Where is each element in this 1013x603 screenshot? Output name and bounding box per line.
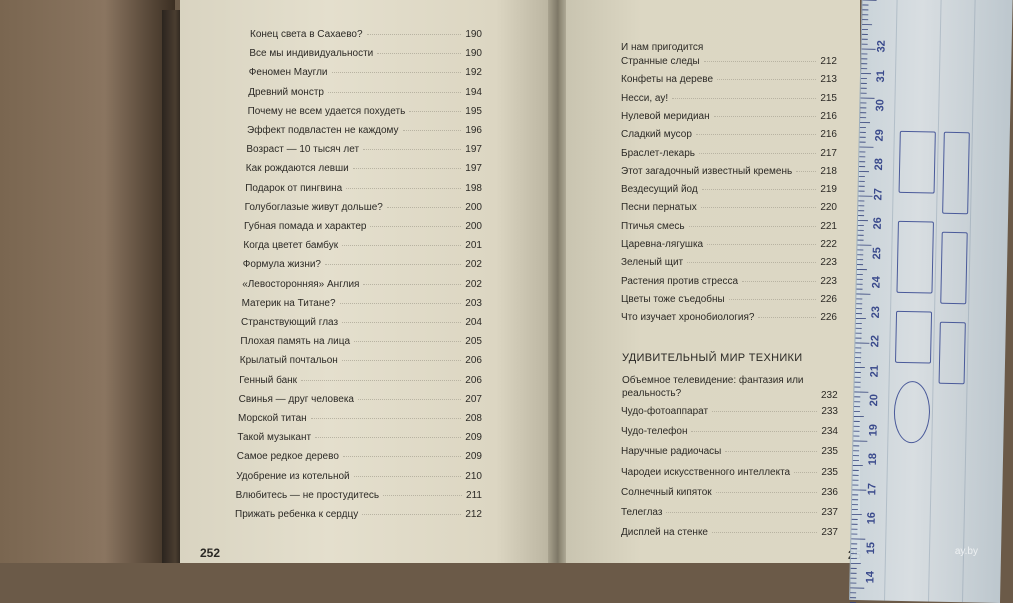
- toc-entry-page: 220: [820, 202, 837, 213]
- toc-entry-title: Генный банк: [239, 375, 297, 386]
- toc-dot-leader: [362, 513, 461, 515]
- toc-entry-page: 217: [820, 148, 837, 159]
- toc-entry: [248, 106, 482, 117]
- toc-dot-leader: [725, 450, 817, 452]
- left-page-number: 252: [200, 546, 220, 560]
- toc-entry: [237, 432, 482, 443]
- toc-dot-leader: [689, 225, 817, 227]
- toc-entry-page: 237: [821, 507, 838, 518]
- toc-dot-leader: [315, 436, 461, 438]
- toc-dot-leader: [696, 133, 816, 135]
- toc-entry-title: Телеглаз: [621, 507, 662, 518]
- toc-entry: [621, 129, 837, 140]
- toc-entry-page: 218: [820, 166, 837, 177]
- toc-entry: [240, 336, 482, 347]
- toc-entry: [621, 56, 837, 67]
- toc-entry-title: Вездесущий йод: [621, 184, 698, 195]
- ruler-number: 15: [865, 541, 877, 553]
- toc-dot-leader: [691, 430, 817, 432]
- section-first-line1: Объемное телевидение: фантазия или: [622, 374, 822, 387]
- toc-entry-page: 190: [465, 48, 482, 59]
- toc-dot-leader: [729, 298, 817, 300]
- toc-dot-leader: [363, 148, 461, 150]
- toc-entry-title: Все мы индивидуальности: [249, 48, 373, 59]
- formula-box: [899, 131, 936, 194]
- toc-entry-title: Птичья смесь: [621, 221, 685, 232]
- toc-entry: [621, 487, 838, 498]
- toc-entry-title: Чудо-телефон: [621, 426, 687, 437]
- toc-entry-page: 216: [820, 111, 837, 122]
- toc-entry-title: Голубоглазые живут дольше?: [245, 202, 383, 213]
- toc-entry-title: Губная помада и характер: [244, 221, 366, 232]
- toc-entry: [246, 144, 482, 155]
- toc-entry-title: Браслет-лекарь: [621, 148, 695, 159]
- toc-dot-leader: [707, 243, 816, 245]
- ruler-number: 31: [875, 70, 887, 82]
- toc-entry-page: 235: [821, 467, 838, 478]
- toc-continuation-line: И нам пригодится: [621, 41, 703, 54]
- toc-entry: [621, 74, 837, 85]
- toc-entry: [249, 67, 482, 78]
- ruler-number: 21: [869, 364, 881, 376]
- toc-dot-leader: [342, 359, 461, 361]
- toc-entry-page: 237: [821, 527, 838, 538]
- toc-entry-title: Дисплей на стенке: [621, 527, 708, 538]
- ruler-number: 16: [866, 512, 878, 524]
- toc-dot-leader: [672, 97, 816, 99]
- toc-entry: [621, 426, 838, 437]
- ruler-number: 17: [866, 482, 878, 494]
- toc-entry-page: 204: [465, 317, 482, 328]
- toc-entry-title: Возраст — 10 тысяч лет: [246, 144, 359, 155]
- watermark: ay.by: [955, 546, 978, 557]
- toc-entry: [243, 240, 482, 251]
- toc-entry-title: Древний монстр: [248, 87, 324, 98]
- toc-entry: [621, 257, 837, 268]
- toc-dot-leader: [370, 225, 461, 227]
- toc-entry-page: 197: [465, 163, 482, 174]
- toc-entry: [238, 413, 482, 424]
- toc-entry-page: 194: [465, 87, 482, 98]
- formula-box: [939, 322, 966, 385]
- ruler-number: 22: [869, 335, 881, 347]
- ruler-number: 32: [875, 40, 887, 52]
- toc-entry-title: Чародеи искусственного интеллекта: [621, 467, 790, 478]
- toc-dot-leader: [367, 33, 462, 35]
- ruler-number: 30: [874, 99, 886, 111]
- toc-entry: [621, 446, 838, 457]
- toc-entry: [237, 451, 482, 462]
- toc-entry-page: 200: [465, 202, 482, 213]
- ruler-number: 27: [872, 188, 884, 200]
- toc-entry-title: Солнечный кипяток: [621, 487, 712, 498]
- toc-entry-page: 222: [820, 239, 837, 250]
- toc-entry-title: Что изучает хронобиология?: [621, 312, 754, 323]
- toc-entry: [621, 527, 838, 538]
- toc-dot-leader: [702, 188, 817, 190]
- toc-dot-leader: [796, 170, 816, 172]
- toc-entry-page: 206: [465, 355, 482, 366]
- toc-entry: [621, 148, 837, 159]
- toc-entry-page: 201: [465, 240, 482, 251]
- toc-entry-title: Когда цветет бамбук: [243, 240, 338, 251]
- toc-entry-page: 216: [820, 129, 837, 140]
- table-background: [0, 0, 175, 563]
- ruler-number: 18: [867, 453, 879, 465]
- toc-dot-leader: [714, 115, 817, 117]
- toc-entry-title: Странствующий глаз: [241, 317, 338, 328]
- toc-dot-leader: [742, 280, 816, 282]
- toc-dot-leader: [794, 471, 817, 473]
- toc-entry: [621, 406, 838, 417]
- toc-entry-page: 209: [465, 432, 482, 443]
- toc-entry: [621, 507, 838, 518]
- toc-entry: [621, 221, 837, 232]
- toc-entry-title: Эффект подвластен не каждому: [247, 125, 399, 136]
- toc-entry: [621, 312, 837, 323]
- toc-entry-title: Цветы тоже съедобны: [621, 294, 725, 305]
- toc-entry: [241, 317, 482, 328]
- toc-entry: [621, 294, 837, 305]
- toc-entry-title: Зеленый щит: [621, 257, 683, 268]
- toc-entry: [621, 166, 837, 177]
- toc-entry-page: 215: [820, 93, 837, 104]
- toc-dot-leader: [354, 475, 462, 477]
- toc-entry-page: 196: [465, 125, 482, 136]
- toc-entry: [621, 184, 837, 195]
- toc-dot-leader: [758, 316, 816, 318]
- toc-entry: [247, 125, 482, 136]
- toc-entry-page: 219: [820, 184, 837, 195]
- toc-dot-leader: [363, 283, 461, 285]
- toc-entry-page: 236: [821, 487, 838, 498]
- toc-dot-leader: [342, 244, 461, 246]
- toc-entry-page: 209: [465, 451, 482, 462]
- toc-entry: [621, 276, 837, 287]
- toc-dot-leader: [717, 78, 816, 80]
- toc-entry: [621, 93, 837, 104]
- toc-dot-leader: [358, 398, 461, 400]
- toc-entry-page: 233: [821, 406, 838, 417]
- toc-dot-leader: [701, 206, 817, 208]
- toc-entry: [621, 111, 837, 122]
- toc-entry-page: 211: [466, 490, 482, 501]
- toc-entry-page: 202: [465, 279, 482, 290]
- formula-circle: [893, 381, 930, 444]
- toc-entry-title: Сладкий мусор: [621, 129, 692, 140]
- toc-entry-page: 212: [465, 509, 482, 520]
- toc-dot-leader: [666, 511, 817, 513]
- toc-dot-leader: [343, 455, 461, 457]
- toc-dot-leader: [409, 110, 461, 112]
- toc-entry-page: 226: [820, 294, 837, 305]
- toc-entry: [244, 221, 482, 232]
- toc-entry-title: Самое редкое дерево: [237, 451, 339, 462]
- toc-entry-page: 235: [821, 446, 838, 457]
- ruler-number: 23: [870, 305, 882, 317]
- toc-entry-page: 212: [820, 56, 837, 67]
- toc-entry: [236, 471, 482, 482]
- toc-entry-title: Конец света в Сахаево?: [250, 29, 363, 40]
- formula-box: [896, 221, 933, 294]
- toc-dot-leader: [699, 152, 816, 154]
- toc-dot-leader: [325, 263, 461, 265]
- toc-entry-page: 206: [465, 375, 482, 386]
- toc-entry-title: Феномен Маугли: [249, 67, 328, 78]
- toc-entry-title: «Левосторонняя» Англия: [242, 279, 359, 290]
- toc-entry-page: 203: [465, 298, 482, 309]
- toc-entry-page: 202: [465, 259, 482, 270]
- section-first-entry: [622, 374, 822, 400]
- toc-entry: [246, 163, 482, 174]
- section-first-line2: реальность?: [622, 387, 822, 400]
- toc-entry: [240, 355, 482, 366]
- toc-dot-leader: [340, 302, 462, 304]
- toc-entry: [239, 394, 482, 405]
- toc-entry-page: 207: [465, 394, 482, 405]
- toc-entry-page: 210: [465, 471, 482, 482]
- toc-entry: [621, 467, 838, 478]
- toc-entry-title: Как рождаются левши: [246, 163, 349, 174]
- toc-dot-leader: [383, 494, 462, 496]
- toc-dot-leader: [332, 71, 462, 73]
- toc-entry-title: Конфеты на дереве: [621, 74, 713, 85]
- toc-entry: [239, 375, 482, 386]
- toc-entry-page: 213: [820, 74, 837, 85]
- toc-entry: [235, 509, 482, 520]
- toc-entry-title: Песни пернатых: [621, 202, 697, 213]
- ruler-number: 29: [874, 129, 886, 141]
- formula-box: [940, 232, 968, 305]
- toc-entry-title: Удобрение из котельной: [236, 471, 349, 482]
- toc-entry-page: 198: [465, 183, 482, 194]
- toc-dot-leader: [387, 206, 461, 208]
- toc-entry-page: 200: [465, 221, 482, 232]
- toc-entry-page: 223: [820, 257, 837, 268]
- toc-entry-page: 192: [465, 67, 482, 78]
- toc-entry-title: Морской титан: [238, 413, 307, 424]
- toc-entry-page: 205: [465, 336, 482, 347]
- toc-dot-leader: [716, 491, 818, 493]
- ruler-number: 28: [873, 158, 885, 170]
- formula-box: [942, 132, 970, 215]
- toc-entry-title: Нулевой меридиан: [621, 111, 710, 122]
- toc-entry-page: 234: [821, 426, 838, 437]
- toc-entry-title: Царевна-лягушка: [621, 239, 703, 250]
- section-heading: УДИВИТЕЛЬНЫЙ МИР ТЕХНИКИ: [622, 352, 802, 364]
- toc-entry-title: Наручные радиочасы: [621, 446, 721, 457]
- toc-entry-page: 190: [465, 29, 482, 40]
- toc-dot-leader: [377, 52, 461, 54]
- section-first-page: 232: [821, 389, 838, 402]
- ruler: [849, 0, 1013, 603]
- toc-entry-page: 195: [465, 106, 482, 117]
- toc-entry: [250, 29, 482, 40]
- toc-entry: [236, 490, 482, 501]
- toc-entry: [621, 239, 837, 250]
- toc-entry-page: 221: [820, 221, 837, 232]
- toc-dot-leader: [353, 167, 462, 169]
- toc-dot-leader: [342, 321, 461, 323]
- toc-entry: [242, 279, 482, 290]
- toc-entry-title: Формула жизни?: [243, 259, 321, 270]
- toc-entry: [245, 202, 482, 213]
- toc-entry-title: Прижать ребенка к сердцу: [235, 509, 358, 520]
- ruler-number: 14: [864, 571, 876, 583]
- toc-entry-title: Почему не всем удается похудеть: [248, 106, 406, 117]
- toc-dot-leader: [311, 417, 462, 419]
- toc-dot-leader: [712, 531, 817, 533]
- toc-entry-title: Крылатый почтальон: [240, 355, 338, 366]
- toc-entry-title: Растения против стресса: [621, 276, 738, 287]
- toc-entry-page: 226: [820, 312, 837, 323]
- ruler-number: 20: [868, 394, 880, 406]
- toc-dot-leader: [346, 187, 461, 189]
- toc-dot-leader: [712, 410, 817, 412]
- formula-box: [895, 311, 932, 364]
- toc-entry: [242, 298, 482, 309]
- toc-dot-leader: [354, 340, 461, 342]
- toc-entry-title: Странные следы: [621, 56, 700, 67]
- toc-dot-leader: [328, 91, 461, 93]
- toc-entry: [249, 48, 482, 59]
- ruler-number: 24: [871, 276, 883, 288]
- toc-entry-title: Этот загадочный известный кремень: [621, 166, 792, 177]
- ruler-number: 19: [867, 423, 879, 435]
- toc-entry-page: 197: [465, 144, 482, 155]
- toc-entry-title: Такой музыкант: [237, 432, 311, 443]
- toc-entry-title: Несси, ау!: [621, 93, 668, 104]
- ruler-number: 26: [872, 217, 884, 229]
- toc-entry-title: Материк на Титане?: [242, 298, 336, 309]
- toc-entry-title: Влюбитесь — не простудитесь: [236, 490, 380, 501]
- toc-entry: [621, 202, 837, 213]
- toc-entry: [243, 259, 482, 270]
- toc-dot-leader: [403, 129, 462, 131]
- toc-dot-leader: [301, 379, 461, 381]
- toc-entry-title: Свинья — друг человека: [239, 394, 354, 405]
- toc-entry-page: 208: [465, 413, 482, 424]
- toc-entry-title: Плохая память на лица: [240, 336, 350, 347]
- toc-entry: [245, 183, 482, 194]
- toc-entry-title: Чудо-фотоаппарат: [621, 406, 708, 417]
- toc-entry-title: Подарок от пингвина: [245, 183, 342, 194]
- ruler-number: 25: [871, 247, 883, 259]
- toc-entry: [248, 87, 482, 98]
- toc-entry-page: 223: [820, 276, 837, 287]
- toc-dot-leader: [704, 60, 817, 62]
- toc-dot-leader: [687, 261, 816, 263]
